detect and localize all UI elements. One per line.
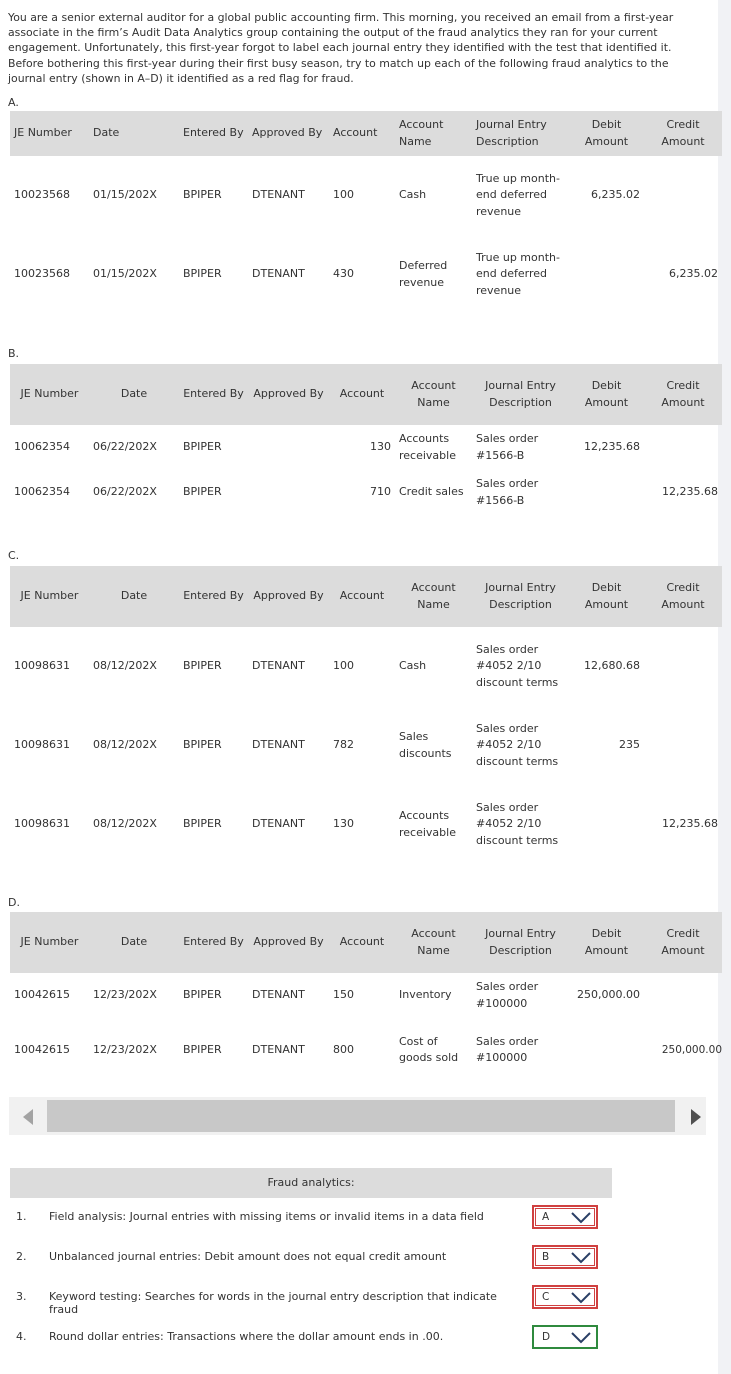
header-credit: Credit Amount (644, 912, 722, 973)
debit-cell: 12,235.68 (584, 440, 640, 454)
account-name-cell: Sales discounts (399, 730, 452, 760)
je-number-cell: 10062354 (14, 485, 70, 499)
je-number-cell: 10023568 (14, 188, 70, 202)
description-cell: Sales order #4052 2/10 discount terms (476, 800, 559, 847)
approved-by-cell: DTENANT (252, 659, 305, 673)
description-cell: Sales order #4052 2/10 discount terms (476, 721, 559, 768)
approved-by-cell (248, 470, 329, 515)
fraud-item-text: Keyword testing: Searches for words in the journal entry description that indicate fraud (49, 1290, 497, 1316)
credit-cell (644, 973, 722, 1018)
entered-by-cell: BPIPER (183, 1042, 222, 1056)
je-table-d (10, 912, 722, 1082)
fraud-item-text: Unbalanced journal entries: Debit amount does not equal credit amount (49, 1250, 447, 1263)
date-cell: 08/12/202X (93, 738, 157, 752)
fraud-item (10, 1320, 610, 1352)
je-number-cell: 10023568 (14, 267, 70, 281)
date-cell: 06/22/202X (93, 440, 157, 454)
credit-cell (644, 425, 722, 470)
header-credit: Credit Amount (644, 364, 722, 425)
je-table-c (10, 566, 722, 864)
entered-by-cell: BPIPER (183, 188, 222, 202)
table-row (10, 785, 722, 864)
match-select-3[interactable] (532, 1285, 598, 1309)
header-debit: Debit Amount (569, 566, 644, 627)
description-cell: Sales order #4052 2/10 discount terms (476, 642, 559, 689)
description-cell: Sales order #1566-B (476, 477, 539, 507)
header-description: Journal Entry Description (472, 912, 569, 973)
debit-cell (569, 235, 644, 314)
entered-by-cell: BPIPER (183, 440, 222, 454)
date-cell: 01/15/202X (93, 188, 157, 202)
debit-cell: 12,680.68 (584, 659, 640, 673)
match-select-1[interactable] (532, 1205, 598, 1229)
approved-by-cell: DTENANT (252, 267, 305, 281)
match-select-2[interactable] (532, 1245, 598, 1269)
header-je-number: JE Number (10, 912, 89, 973)
header-description: Journal Entry Description (472, 111, 569, 156)
header-account-name: Account Name (395, 364, 472, 425)
header-date: Date (89, 912, 179, 973)
header-account: Account (329, 364, 395, 425)
account-name-cell: Cash (399, 188, 427, 202)
debit-cell: 250,000.00 (577, 988, 640, 1002)
header-debit: Debit Amount (569, 111, 644, 156)
je-table-b (10, 364, 722, 515)
approved-by-cell (248, 425, 329, 470)
fraud-item (10, 1200, 610, 1232)
header-account-name: Account Name (395, 111, 472, 156)
debit-cell (569, 470, 644, 515)
header-description: Journal Entry Description (472, 566, 569, 627)
credit-cell: 250,000.00 (661, 1043, 722, 1056)
header-debit: Debit Amount (569, 364, 644, 425)
header-credit: Credit Amount (644, 111, 722, 156)
date-cell: 12/23/202X (93, 988, 157, 1002)
header-description: Journal Entry Description (472, 364, 569, 425)
credit-cell (644, 706, 722, 785)
debit-cell (569, 785, 644, 864)
header-account: Account (329, 566, 395, 627)
je-number-cell: 10042615 (14, 1042, 70, 1056)
header-account: Account (329, 912, 395, 973)
je-number-cell: 10062354 (14, 440, 70, 454)
date-cell: 08/12/202X (93, 659, 157, 673)
account-cell: 130 (333, 817, 354, 831)
credit-cell (644, 156, 722, 235)
chevron-down-icon (570, 1251, 592, 1265)
description-cell: Sales order #100000 (476, 1034, 539, 1064)
description-cell: Sales order #100000 (476, 980, 539, 1010)
header-entered-by: Entered By (179, 566, 248, 627)
entered-by-cell: BPIPER (183, 267, 222, 281)
header-entered-by: Entered By (179, 364, 248, 425)
chevron-down-icon (570, 1291, 592, 1305)
credit-cell: 12,235.68 (662, 485, 718, 499)
header-account-name: Account Name (395, 912, 472, 973)
horizontal-scrollbar[interactable] (9, 1097, 706, 1135)
entered-by-cell: BPIPER (183, 817, 222, 831)
header-date: Date (89, 111, 179, 156)
je-number-cell: 10098631 (14, 817, 70, 831)
account-name-cell: Accounts receivable (399, 809, 456, 839)
table-row (10, 470, 722, 515)
date-cell: 12/23/202X (93, 1042, 157, 1056)
credit-cell (644, 627, 722, 706)
table-row (10, 235, 722, 314)
entered-by-cell: BPIPER (183, 659, 222, 673)
section-b-label: B. (8, 347, 20, 360)
fraud-item (10, 1280, 610, 1316)
account-name-cell: Cost of goods sold (399, 1034, 459, 1064)
header-approved-by: Approved By (248, 912, 329, 973)
fraud-item-number: 4. (16, 1330, 27, 1343)
account-name-cell: Inventory (399, 988, 452, 1002)
fraud-item-text: Round dollar entries: Transactions where the dollar amount ends in .00. (49, 1330, 444, 1343)
fraud-analytics-title: Fraud analytics: (10, 1168, 612, 1198)
header-approved-by: Approved By (248, 566, 329, 627)
fraud-item-number: 2. (16, 1250, 27, 1263)
credit-cell: 12,235.68 (662, 817, 718, 831)
header-date: Date (89, 364, 179, 425)
header-credit: Credit Amount (644, 566, 722, 627)
debit-cell: 235 (619, 738, 640, 752)
credit-cell: 6,235.02 (669, 267, 718, 281)
selected-value: D (542, 1331, 551, 1343)
approved-by-cell: DTENANT (252, 1042, 305, 1056)
scroll-right-icon[interactable] (691, 1109, 701, 1125)
fraud-item (10, 1240, 610, 1272)
table-row (10, 425, 722, 470)
selected-value: C (542, 1291, 550, 1303)
je-number-cell: 10042615 (14, 988, 70, 1002)
selected-value: B (542, 1251, 550, 1263)
entered-by-cell: BPIPER (183, 485, 222, 499)
debit-cell (569, 1018, 644, 1082)
je-number-cell: 10098631 (14, 738, 70, 752)
fraud-item-number: 3. (16, 1290, 27, 1303)
header-je-number: JE Number (10, 364, 89, 425)
date-cell: 01/15/202X (93, 267, 157, 281)
section-a-label: A. (8, 96, 19, 109)
entered-by-cell: BPIPER (183, 988, 222, 1002)
table-row (10, 156, 722, 235)
account-cell: 782 (333, 738, 354, 752)
problem-intro: You are a senior external auditor for a global public accounting firm. This morning, you received an email from a first-year associate in the firm’s Audit Data Analytics group containing the output of the fraud analytics they ran for your current engagement. Unfortunately, this first-year forgot to label each journal entry they identified with the test that identified it. Before bothering this first-year during their first busy season, try to match up each of the following fraud analytics to the journal entry (shown in A–D) it identified as a red flag for fraud. (8, 11, 674, 85)
date-cell: 08/12/202X (93, 817, 157, 831)
header-approved-by: Approved By (248, 364, 329, 425)
je-number-cell: 10098631 (14, 659, 70, 673)
header-account: Account (329, 111, 395, 156)
approved-by-cell: DTENANT (252, 817, 305, 831)
fraud-item-number: 1. (16, 1210, 27, 1223)
chevron-down-icon (570, 1211, 592, 1225)
header-entered-by: Entered By (179, 111, 248, 156)
account-name-cell: Cash (399, 659, 427, 673)
approved-by-cell: DTENANT (252, 738, 305, 752)
header-je-number: JE Number (10, 566, 89, 627)
description-cell: True up month-end deferred revenue (476, 171, 560, 218)
header-je-number: JE Number (10, 111, 89, 156)
approved-by-cell: DTENANT (252, 988, 305, 1002)
header-account-name: Account Name (395, 566, 472, 627)
match-select-4[interactable] (532, 1325, 598, 1349)
section-c-label: C. (8, 549, 20, 562)
account-cell: 150 (333, 988, 354, 1002)
entered-by-cell: BPIPER (183, 738, 222, 752)
account-name-cell: Deferred revenue (399, 259, 448, 289)
date-cell: 06/22/202X (93, 485, 157, 499)
account-name-cell: Accounts receivable (399, 432, 456, 462)
table-row (10, 627, 722, 706)
approved-by-cell: DTENANT (252, 188, 305, 202)
account-cell: 100 (333, 188, 354, 202)
account-cell: 710 (370, 485, 391, 499)
description-cell: True up month-end deferred revenue (476, 250, 560, 297)
fraud-item-text: Field analysis: Journal entries with missing items or invalid items in a data field (49, 1210, 484, 1223)
account-name-cell: Credit sales (399, 485, 464, 499)
header-approved-by: Approved By (248, 111, 329, 156)
section-d-label: D. (8, 896, 20, 909)
table-row (10, 973, 722, 1018)
table-row (10, 706, 722, 785)
header-entered-by: Entered By (179, 912, 248, 973)
description-cell: Sales order #1566-B (476, 432, 539, 462)
selected-value: A (542, 1211, 550, 1223)
account-cell: 130 (370, 440, 391, 454)
account-cell: 430 (333, 267, 354, 281)
account-cell: 800 (333, 1042, 354, 1056)
header-date: Date (89, 566, 179, 627)
account-cell: 100 (333, 659, 354, 673)
table-row (10, 1018, 722, 1082)
scroll-left-icon[interactable] (23, 1109, 33, 1125)
chevron-down-icon (570, 1331, 592, 1345)
header-debit: Debit Amount (569, 912, 644, 973)
debit-cell: 6,235.02 (591, 188, 640, 202)
je-table-a (10, 111, 722, 314)
scrollbar-thumb[interactable] (47, 1100, 675, 1132)
